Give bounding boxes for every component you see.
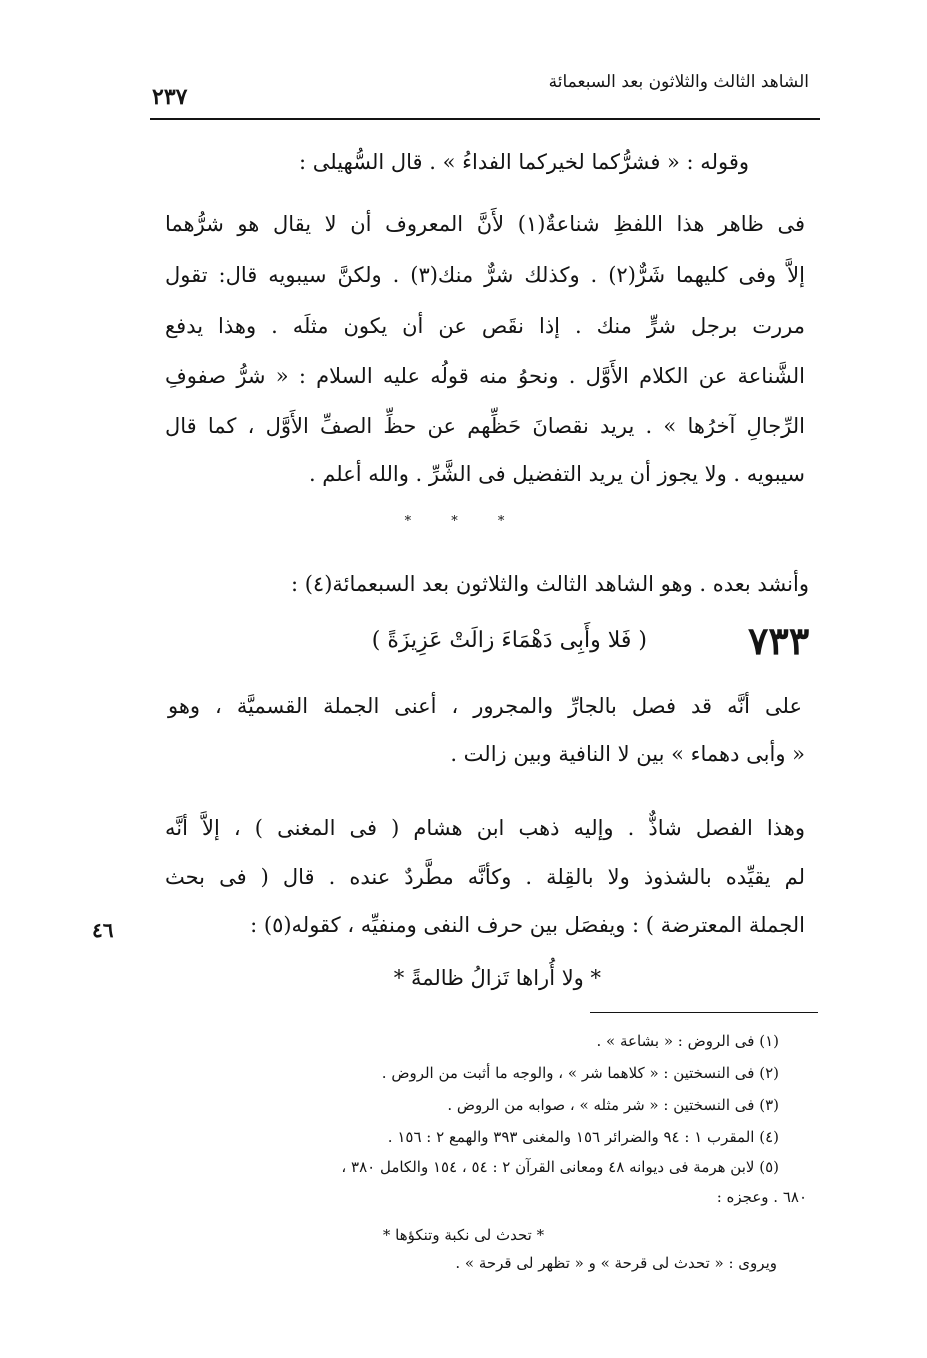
paragraph-line: على أنَّه قد فصل بالجارِّ والمجرور ، أعنى الجملة القسميَّة ، وهو	[168, 694, 802, 718]
paragraph-line: وهذا الفصل شاذٌّ . وإليه ذهب ابن هشام ( فى المغنى ) ، إلاَّ أنَّه	[165, 816, 805, 840]
footnote: (٣) فى النسختين : « شر مثله » ، صوابه من الروض .	[447, 1096, 779, 1114]
running-header-title: الشاهد الثالث والثلاثون بعد السبعمائة	[548, 72, 809, 92]
paragraph-line: « وأبى دهماء » بين لا النافية وبين زالت .	[450, 742, 805, 766]
poem-number: ٧٣٣	[748, 618, 810, 663]
footnote-verse: * تحدث لى نكبة وتنكؤها *	[382, 1226, 545, 1244]
footnote-divider	[590, 1012, 818, 1013]
paragraph-line: الجملة المعترضة ) : ويفصَل بين حرف النفى ومنفيِّه ، كقوله(٥) :	[250, 913, 805, 937]
verse-line: ( فَلا وأَبِى دَهْمَاءَ زالَتْ عَزِيزَةً )	[371, 628, 647, 653]
margin-number: ٤٦	[92, 918, 114, 942]
paragraph-line: إلاَّ وفى كليهما شَرٌّ(٢) . وكذلك شرٌّ منك(٣) . ولكنَّ سيبويه قال: تقول	[165, 263, 805, 287]
footnote: (٥) لابن هرمة فى ديوانه ٤٨ ومعانى القرآن ٢ : ٥٤ ، ١٥٤ والكامل ٣٨٠ ،	[341, 1158, 779, 1176]
footnote: (٢) فى النسختين : « كلاهما شر » ، والوجه ما أثبت من الروض .	[381, 1064, 779, 1082]
paragraph-line: الرِّجالِ آخرُها » . يريد نقصانَ حَظِّهم عن حظِّ الصفِّ الأَوَّل ، كما قال	[165, 414, 805, 438]
page-number: ٢٣٧	[152, 84, 188, 110]
intro-line: وقوله : « فشرُّكما لخيركما الفداءُ » . قال السُّهيلى :	[299, 150, 749, 174]
footnote-continuation: ٦٨٠ . وعجزه :	[716, 1188, 807, 1206]
paragraph-line: سيبويه . ولا يجوز أن يريد التفضيل فى الشَّرِّ . والله أعلم .	[308, 462, 805, 486]
footnote: (١) فى الروض : « بشاعة » .	[596, 1032, 779, 1050]
paragraph-line: لم يقيِّده بالشذوذ ولا بالقِلة . وكأنَّه مطَّردٌ عنده . قال ( فى بحث	[165, 865, 805, 889]
section-separator: * * *	[404, 514, 523, 529]
footnote-variant: ويروى : « تحدث لى قرحة » و « تظهر لى قرحة » .	[455, 1254, 777, 1272]
paragraph-line: فى ظاهر هذا اللفظِ شناعةٌ(١) لأَنَّ المعروف أن لا يقال هو شرُّهما	[165, 212, 805, 236]
header-divider	[150, 118, 820, 120]
paragraph-line: الشَّناعة عن الكلام الأَوَّل . ونحوُ منه قولُه عليه السلام : « شرُّ صفوفِ	[165, 364, 805, 388]
announcement-line: وأنشد بعده . وهو الشاهد الثالث والثلاثون بعد السبعمائة(٤) :	[290, 572, 809, 596]
paragraph-line: مررت برجل شرٍّ منك . إذا نقَص عن أن يكون مثلَه . وهذا يدفع	[165, 314, 805, 338]
quoted-verse: * ولا أُراها تَزالُ ظالمةً *	[393, 966, 601, 990]
footnote: (٤) المقرب ١ : ٩٤ والضرائر ١٥٦ والمغنى ٣٩٣ والهمع ٢ : ١٥٦ .	[387, 1128, 779, 1146]
